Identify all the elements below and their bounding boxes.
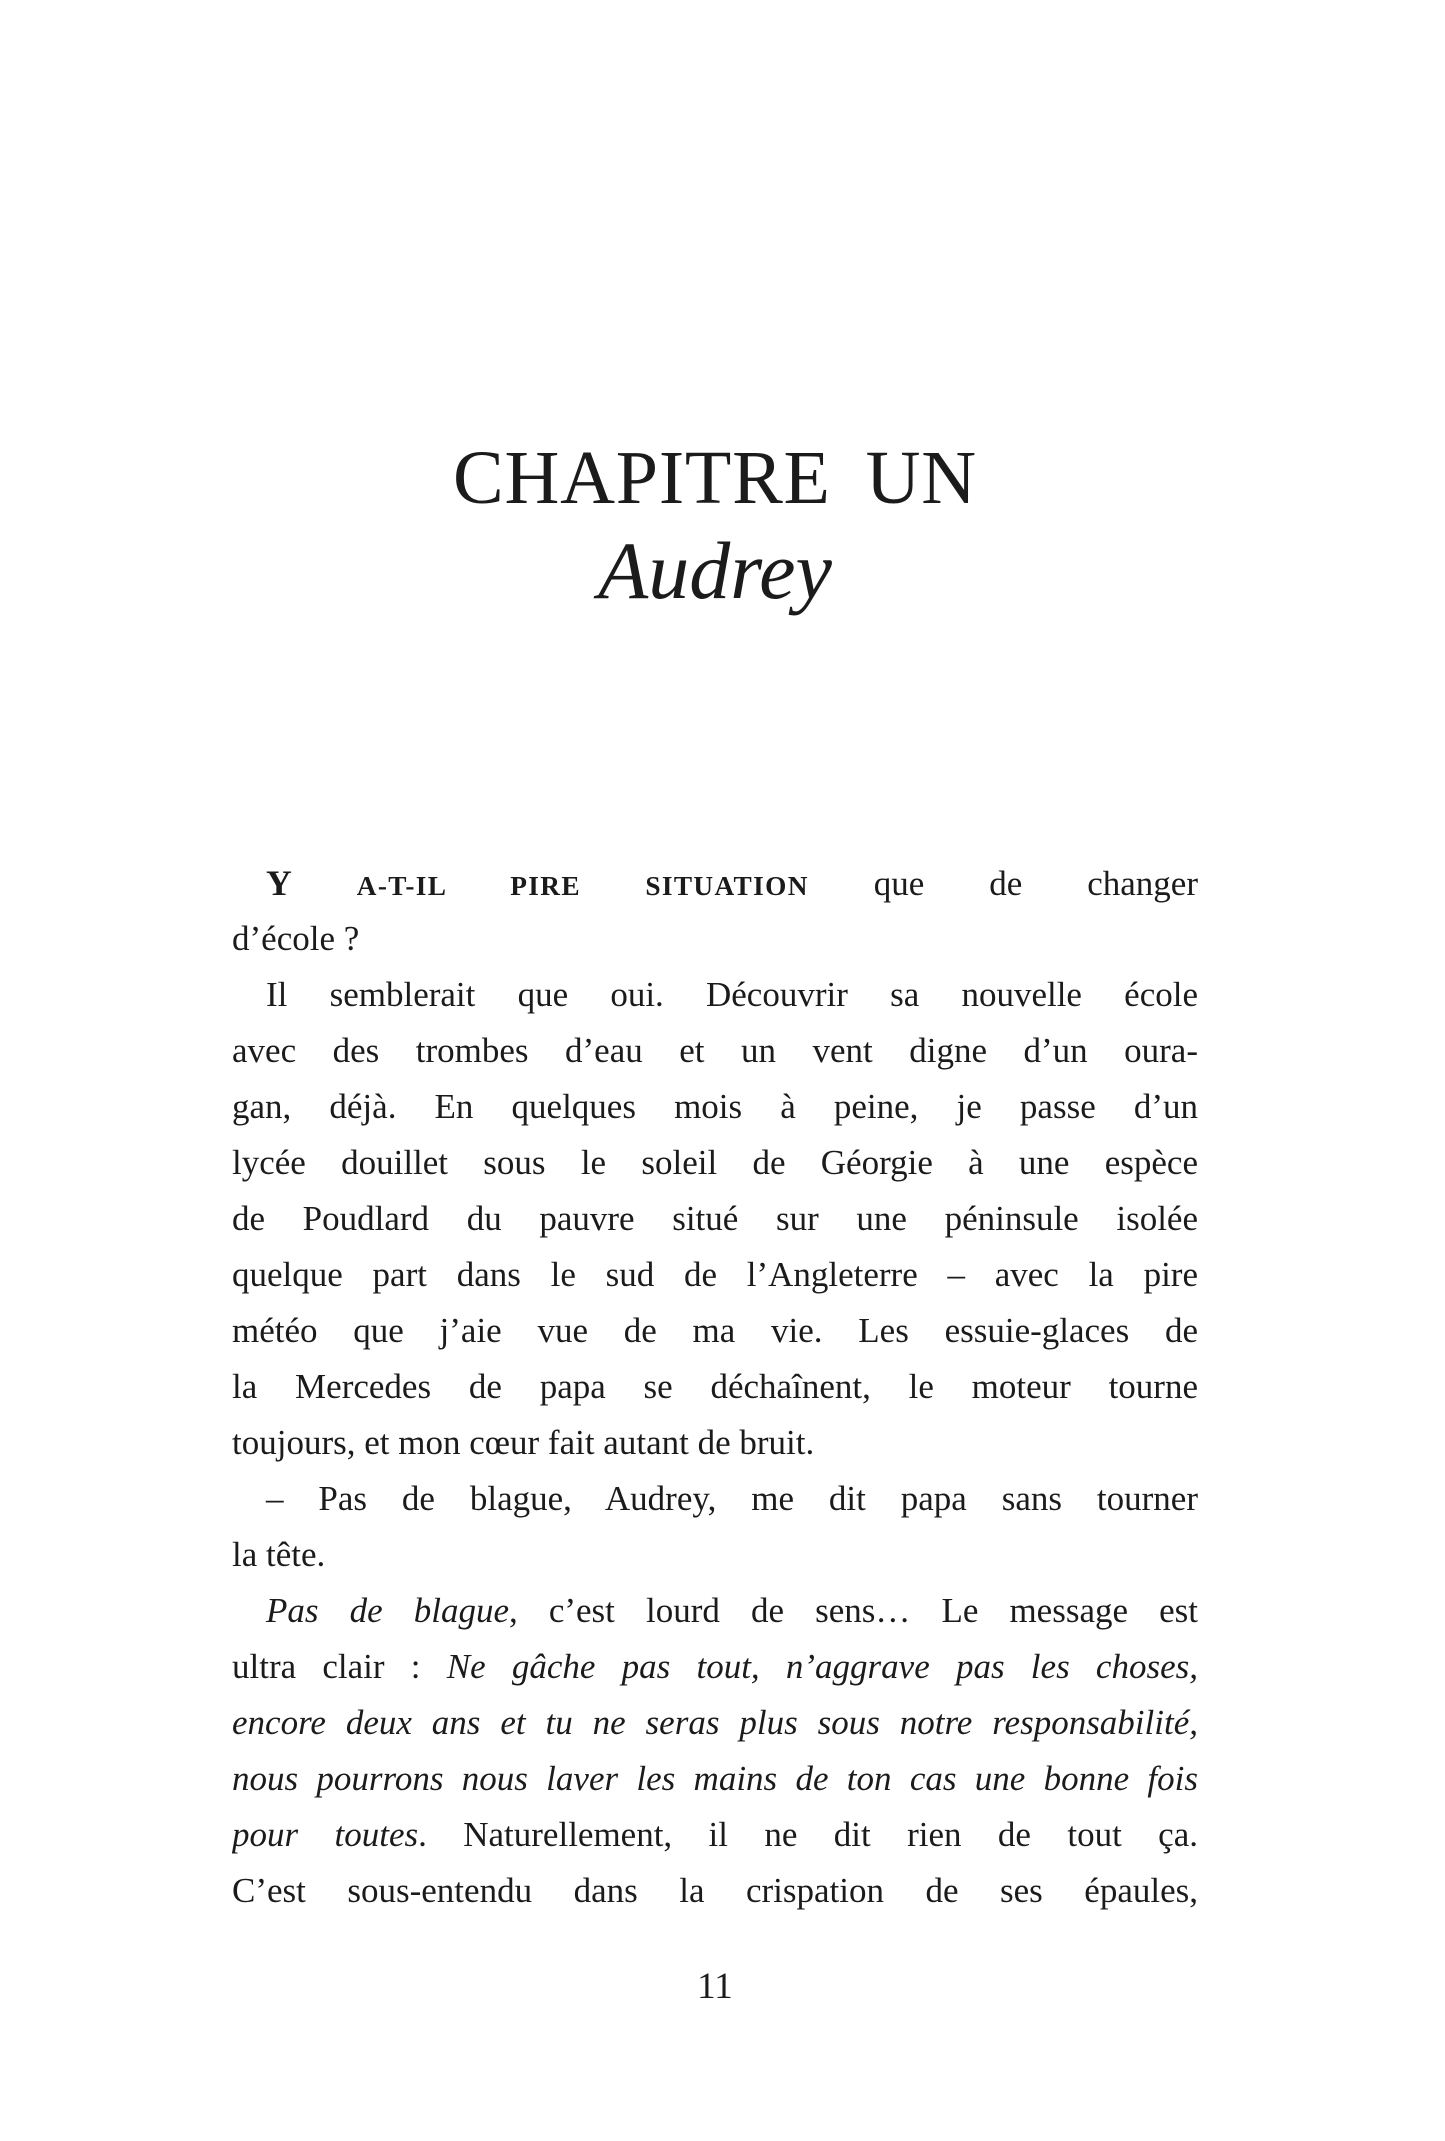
text-segment: avec des trombes d’eau et un vent digne d’un oura- [232,1031,1198,1070]
text-segment: lycée douillet sous le soleil de Géorgie à une espèce [232,1143,1198,1182]
text-segment: ultra clair : [232,1647,447,1686]
text-segment [292,864,357,903]
text-line [232,1079,1198,1135]
text-line [232,1359,1198,1415]
text-segment: la tête. [232,1535,326,1574]
text-line [232,967,1198,1023]
text-segment: Ne gâche pas tout, n’aggrave pas les choses, [446,1647,1198,1686]
text-segment: gan, déjà. En quelques mois à peine, je passe d’un [232,1087,1198,1126]
text-line [232,1247,1198,1303]
text-line [232,911,1198,967]
text-segment: de Poudlard du pauvre situé sur une péninsule isolée [232,1199,1198,1238]
text-segment: Pas de blague [266,1591,509,1630]
chapter-title: CHAPITRE UN [453,436,977,520]
text-line [232,1639,1198,1695]
text-segment: Y [266,863,292,903]
text-segment: pour toutes [232,1815,419,1854]
text-line [232,1695,1198,1751]
text-line [232,1415,1198,1471]
text-segment: la Mercedes de papa se déchaînent, le moteur tourne [232,1367,1198,1406]
text-line [232,1527,1198,1583]
text-line [232,1303,1198,1359]
text-line [232,1471,1198,1527]
text-segment: quelque part dans le sud de l’Angleterre – avec la pire [232,1255,1198,1294]
chapter-subtitle: Audrey [598,525,832,616]
text-line [232,1135,1198,1191]
text-line [232,1023,1198,1079]
text-segment: toujours, et mon cœur fait autant de bruit. [232,1423,815,1462]
text-line [232,855,1198,911]
text-segment: . Naturellement, il ne dit rien de tout ça. [418,1815,1198,1854]
text-line [232,1191,1198,1247]
text-line [232,1807,1198,1863]
text-segment: C’est sous-entendu dans la crispation de ses épaules, [232,1871,1198,1910]
page-number: 11 [697,1966,733,2007]
text-segment: que de changer [808,864,1198,903]
text-segment: d’école ? [232,919,360,958]
text-segment: météo que j’aie vue de ma vie. Les essuie-glaces de [232,1311,1198,1350]
text-segment: A-T-IL PIRE SITUATION [356,871,809,901]
text-segment: nous pourrons nous laver les mains de ton cas une bonne fois [232,1759,1198,1798]
text-segment: Il semblerait que oui. Découvrir sa nouvelle école [266,975,1198,1014]
text-line [232,1583,1198,1639]
text-line [232,1863,1198,1919]
text-segment: – Pas de blague, Audrey, me dit papa sans tourner [266,1479,1198,1518]
text-line [232,1751,1198,1807]
text-segment: , c’est lourd de sens… Le message est [508,1591,1198,1630]
text-segment: encore deux ans et tu ne seras plus sous notre responsabilité, [232,1703,1198,1742]
body-text [232,855,1198,1919]
